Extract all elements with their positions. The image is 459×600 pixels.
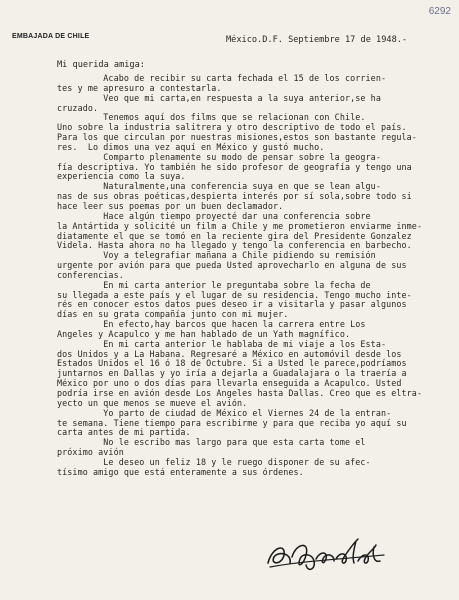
letterhead: EMBAJADA DE CHILE — [12, 33, 90, 40]
letter-line: hace leer sus poemas por un buen declamador. — [57, 200, 284, 211]
letter-line: rés en conocer estos datos pues deseo ir a visitarla y pasar algunos — [57, 299, 407, 310]
letter-line: Acabo de recibir su carta fechada el 15 de los corrien- — [57, 73, 387, 83]
letter-line: Hace algún tiempo proyecté dar una conferencia sobre — [57, 210, 371, 221]
letter-line: Yo parto de ciudad de México el Viernes 24 de la entran- — [57, 407, 392, 418]
letter-line: res. Lo dimos una vez aquí en México y gustó mucho. — [57, 141, 325, 152]
letter-line: cruzado. — [57, 102, 99, 113]
letter-line: te semana. Tiene tiempo para escribirme y para que reciba yo aquí su — [57, 417, 407, 428]
letter-line: nas de sus obras poéticas,despierta interés por sí sola,sobre todo si — [57, 191, 412, 202]
letter-line: urgente por avión para que pueda Usted aprovecharlo en alguna de sus — [57, 260, 407, 271]
letter-line: Videla. Hasta ahora no ha llegado y tengo la conferencia en barbecho. — [57, 240, 412, 251]
letter-line: Angeles y Acapulco y me han hablado de un Yath magnífico. — [57, 328, 351, 339]
letter-line: yecto un que menos se mueve el avión. — [57, 397, 248, 408]
letter-line: tes y me apresuro a contestarla. — [57, 82, 222, 93]
letter-line: tísimo amigo que está enteramente a sus órdenes. — [57, 466, 304, 477]
letter-line: Para los que circulan por nuestras misiones,estos son bastante regula- — [57, 132, 417, 143]
letter-line: próximo avión — [57, 447, 124, 458]
letter-line: juntarnos en Dallas y yo iría a dejarla a Guadalajara o la traería a — [57, 368, 407, 379]
letter-line: días en su grata compañía junto con mi mujer. — [57, 309, 289, 320]
letter-line: Veo que mi carta,en respuesta a la suya anterior,se ha — [57, 92, 381, 103]
letter-body — [57, 74, 422, 478]
letter-line: Naturalmente,una conferencia suya en que se lean algu- — [57, 181, 381, 192]
letter-line: Estados Unidos el 16 ó 18 de Octubre. Si a Usted le parece,podríamos — [57, 358, 407, 369]
letter-line: dos Unidos y a La Habana. Regresaré a México en automóvil desde los — [57, 348, 402, 359]
letter-line: Tenemos aquí dos films que se relacionan con Chile. — [57, 112, 366, 123]
letter-line: su llegada a este país y el lugar de su residencia. Tengo mucho inte- — [57, 289, 412, 300]
letter-line: la Antártida y solicité un film a Chile y me prometieron enviarme inme- — [57, 220, 423, 231]
dateline: México.D.F. Septiembre 17 de 1948.- — [226, 35, 408, 45]
signature-image — [262, 535, 392, 575]
letter-line: Comparto plenamente su modo de pensar sobre la geogra- — [57, 151, 381, 162]
letter-line: conferencias. — [57, 269, 124, 280]
letter-line: podría irse en avión desde Los Angeles hasta Dallas. Creo que es eltra- — [57, 388, 423, 398]
letter-line: En mi carta anterior le preguntaba sobre la fecha de — [57, 279, 371, 290]
letter-line: En mi carta anterior le hablaba de mi viaje a los Esta- — [57, 338, 387, 349]
letter-line: diatamente el que se tomó en la reciente gira del Presidente Gonzalez — [57, 230, 412, 241]
salutation: Mi querida amiga: — [57, 60, 145, 70]
letter-line: Uno sobre la industria salitrera y otro descriptivo de todo el país. — [57, 122, 407, 133]
letter-line: Voy a telegrafiar mañana a Chile pidiendo su remisión — [57, 250, 376, 261]
letter-line: En efecto,hay barcos que hacen la carrera entre Los — [57, 319, 366, 330]
letter-line: No le escribo mas largo para que esta carta tome el — [57, 437, 366, 448]
archive-number: 6292 — [428, 6, 451, 17]
letter-line: Le deseo un feliz 18 y le ruego disponer de su afec- — [57, 456, 371, 467]
letter-line: carta antes de mi partida. — [57, 427, 191, 438]
letter-line: fía descriptiva. Yo también he sido profesor de geografía y tengo una — [57, 161, 412, 172]
letter-line: México por uno o dos días para llevarla enseguida a Acapulco. Usted — [57, 378, 402, 389]
letter-line: experiencia como la suya. — [57, 171, 186, 182]
